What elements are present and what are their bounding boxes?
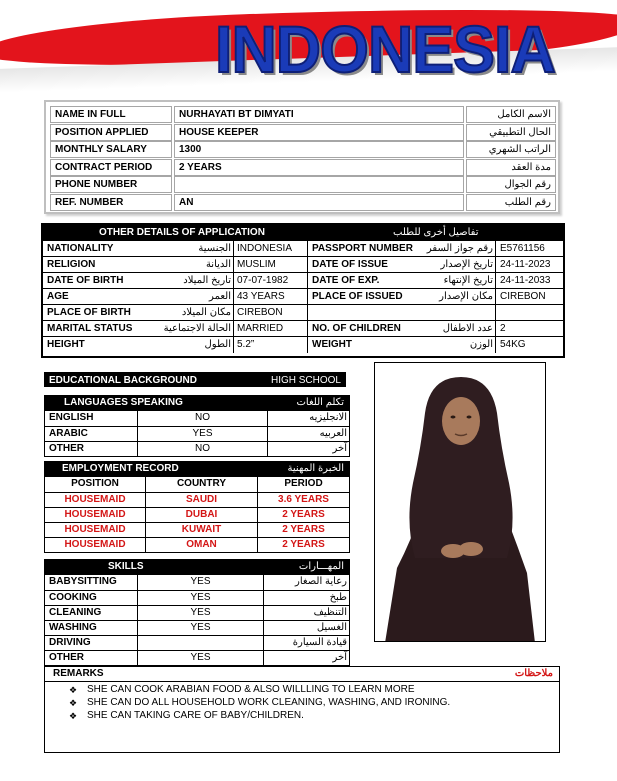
skill-value: YES [137,606,263,621]
field-label-ar: الجنسية [198,243,231,254]
field-value: 5.2” [233,337,307,353]
employment-position: HOUSEMAID [64,494,126,505]
row-label: MONTHLY SALARY [50,141,172,158]
field-label: NATIONALITY [47,243,114,254]
row-label: CONTRACT PERIOD [50,159,172,176]
skill-value: YES [137,621,263,636]
education-value: HIGH SCHOOL [270,375,341,386]
language-row [45,426,349,441]
field-value: MUSLIM [233,257,307,273]
row-label-ar: الحال التطبيقي [466,124,556,141]
employment-heading [44,461,350,476]
row-label-ar: الراتب الشهري [466,141,556,158]
skill-row [45,605,349,620]
skill-name: OTHER [49,652,84,663]
field-label: PLACE OF BIRTH [47,307,131,318]
row-label: NAME IN FULL [50,106,172,123]
employment-heading-en: EMPLOYMENT RECORD [62,463,179,474]
details-row [43,240,563,256]
row-value: 2 YEARS [174,159,464,176]
field-value: 54KG [495,337,563,353]
field-label: NO. OF CHILDREN [307,321,405,337]
employment-period: 3.6 YEARS [257,493,349,508]
employment-country: OMAN [145,538,257,553]
education-label: EDUCATIONAL BACKGROUND [49,375,197,386]
employment-table [44,476,350,553]
field-label: HEIGHT [47,339,85,350]
skill-name: WASHING [49,622,97,633]
language-name: ARABIC [49,428,88,439]
details-row [43,304,563,320]
diamond-bullet-icon: ❖ [69,698,78,708]
field-value: 24-11-2033 [495,273,563,289]
employment-position: HOUSEMAID [64,539,126,550]
skill-name-ar: طبخ [263,591,347,606]
employment-period: 2 YEARS [257,538,349,553]
diamond-bullet-icon: ❖ [69,685,78,695]
field-label: PASSPORT NUMBER [307,241,405,257]
field-label: DATE OF EXP. [307,273,405,289]
language-value: NO [137,411,267,426]
applicant-silhouette [375,363,546,642]
field-label: PLACE OF ISSUED [307,289,405,305]
field-label-ar: الديانة [205,259,231,270]
skill-name: DRIVING [49,637,91,648]
remark-text: SHE CAN DO ALL HOUSEHOLD WORK CLEANING, WASHING, AND IRONING. [87,697,451,708]
field-label-ar: الحالة الاجتماعية [163,323,231,334]
education-bar [44,372,346,387]
applicant-row [50,106,556,123]
details-heading-en: OTHER DETAILS OF APPLICATION [99,227,265,238]
skills-heading-en: SKILLS [108,561,144,572]
applicant-row [50,176,556,193]
applicant-row [50,159,556,176]
remarks-label: REMARKS [53,668,104,679]
row-label: POSITION APPLIED [50,124,172,141]
employment-country: DUBAI [145,508,257,523]
field-value: INDONESIA [233,241,307,257]
field-label: WEIGHT [307,337,405,353]
field-label-ar: الطول [204,339,231,350]
applicant-row [50,124,556,141]
details-row [43,288,563,304]
row-label: REF. NUMBER [50,194,172,211]
column-header: POSITION [71,478,119,489]
language-row [45,411,349,426]
language-value: NO [137,442,267,457]
details-table [41,223,565,358]
field-value: 2 [495,321,563,337]
employment-row [45,492,349,507]
field-value: E5761156 [495,241,563,257]
details-row [43,272,563,288]
skills-heading-ar: المهـــارات [298,561,344,572]
skill-row [45,590,349,605]
skill-name-ar: قيادة السيارة [263,636,347,651]
skill-name: CLEANING [49,607,102,618]
employment-row [45,537,349,552]
language-name-ar: آخر [267,442,347,457]
row-value: 1300 [174,141,464,158]
diamond-bullet-icon: ❖ [69,711,78,721]
row-label-ar: مدة العقد [466,159,556,176]
remark-text: SHE CAN COOK ARABIAN FOOD & ALSO WILLLING TO LEARN MORE [87,684,415,695]
remarks-label-ar: ملاحظات [514,668,553,679]
row-value: AN [174,194,464,211]
field-value [495,305,563,321]
details-heading [43,225,563,240]
languages-heading-ar: تكلم اللغات [296,397,344,408]
remark-text: SHE CAN TAKING CARE OF BABY/CHILDREN. [87,710,304,721]
language-name-ar: الانجليزيه [267,411,347,426]
field-label-ar: العمر [209,291,231,302]
remarks-body [44,681,560,753]
applicant-photo [374,362,546,642]
row-label: PHONE NUMBER [50,176,172,193]
field-label: DATE OF BIRTH [47,275,124,286]
applicant-row [50,141,556,158]
languages-table [44,410,350,457]
skill-name-ar: الغسيل [263,621,347,636]
field-label [307,305,405,321]
field-label-ar: تاريخ الميلاد [183,275,231,286]
column-header: PERIOD [257,477,349,492]
field-label-ar: الوزن [469,339,493,350]
skill-value: YES [137,575,263,590]
details-row [43,336,563,352]
details-row [43,256,563,272]
skill-name-ar: رعاية الصغار [263,575,347,590]
field-value: 07-07-1982 [233,273,307,289]
language-value: YES [137,427,267,442]
employment-header-row [45,477,349,492]
employment-country: KUWAIT [145,523,257,538]
languages-heading-en: LANGUAGES SPEAKING [64,397,183,408]
applicant-table [44,100,560,214]
employment-period: 2 YEARS [257,523,349,538]
applicant-row [50,194,556,211]
remarks-heading [44,666,560,682]
skill-name-ar: التنظيف [263,606,347,621]
employment-position: HOUSEMAID [64,509,126,520]
skill-row [45,575,349,590]
field-label-ar: رقم جواز السفر [426,243,493,254]
skills-table [44,574,350,666]
skill-value [137,636,263,651]
employment-row [45,522,349,537]
skill-value: YES [137,651,263,666]
language-name-ar: العربيه [267,427,347,442]
banner-title: INDONESIA [215,12,555,86]
row-value: NURHAYATI BT DIMYATI [174,106,464,123]
field-label: RELIGION [47,259,96,270]
employment-heading-ar: الخبرة المهنية [287,463,344,474]
field-value: CIREBON [233,305,307,321]
field-label: MARITAL STATUS [47,323,133,334]
skill-name-ar: آخر [263,651,347,666]
field-value: 24-11-2023 [495,257,563,273]
field-label-ar: مكان الميلاد [181,307,231,318]
field-label: DATE OF ISSUE [307,257,405,273]
row-value: HOUSE KEEPER [174,124,464,141]
details-heading-ar: تفاصيل أخرى للطلب [393,227,479,238]
skill-name: COOKING [49,592,97,603]
field-label-ar: تاريخ الإصدار [440,259,493,270]
skill-name: BABYSITTING [49,576,117,587]
skill-row [45,635,349,650]
field-label-ar: تاريخ الإنتهاء [443,275,493,286]
skill-row [45,650,349,665]
details-row [43,320,563,336]
field-label: AGE [47,291,69,302]
employment-position: HOUSEMAID [64,524,126,535]
field-label-ar: عدد الاطفال [442,323,493,334]
languages-heading [44,395,350,410]
language-row [45,441,349,456]
field-label-ar: مكان الإصدار [439,291,493,302]
row-label-ar: الاسم الكامل [466,106,556,123]
employment-period: 2 YEARS [257,508,349,523]
row-value [174,176,464,193]
field-value: MARRIED [233,321,307,337]
field-value: 43 YEARS [233,289,307,305]
employment-row [45,507,349,522]
skills-heading [44,559,350,574]
employment-country: SAUDI [145,493,257,508]
skill-row [45,620,349,635]
header-banner [0,0,617,100]
language-name: OTHER [49,443,84,454]
row-label-ar: رقم الجوال [466,176,556,193]
row-label-ar: رقم الطلب [466,194,556,211]
field-value: CIREBON [495,289,563,305]
language-name: ENGLISH [49,412,94,423]
column-header: COUNTRY [145,477,257,492]
skill-value: YES [137,591,263,606]
field-label-ar [405,305,493,321]
